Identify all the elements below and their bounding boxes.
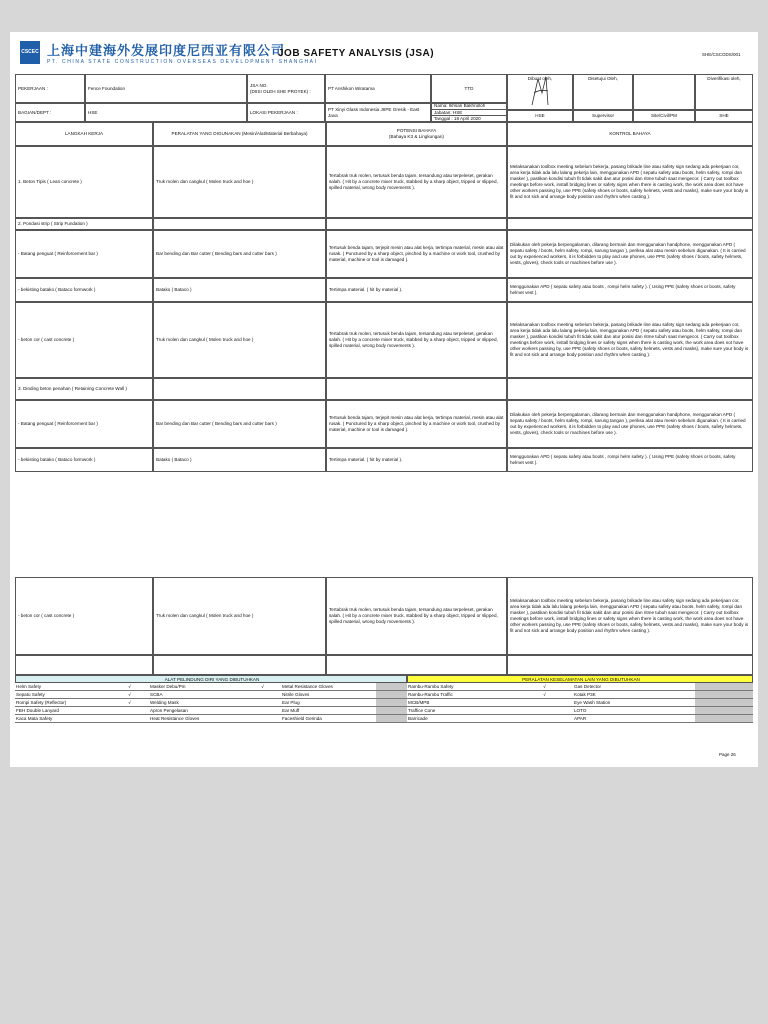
company-logo: CSCEC	[20, 41, 40, 64]
ppe-item: Rambu-Rambu Traffic	[407, 691, 515, 699]
ppe-check: √	[243, 683, 281, 691]
row-7-potensi: Tertimpa material. ( hit by material ).	[326, 448, 507, 472]
ppe-item: Eye Wash Station	[573, 699, 695, 707]
ppe-item: Rambu-Rambu Safety	[407, 683, 515, 691]
document-code: SHE/CSCODS/001	[702, 52, 741, 57]
row-4-kontrol: Melaksanakan toolbox meeting sebelum bekerja, pasang brikade line atau safety sign sedang ada pekerjaan cor, area kerja tidak ada lalu lalang pekerja lain, menggunakan APD ( sepatu safety atau boots, helm safety, rompi dan masker ), pastikan kondisi tubuh fit tidak sakit dan atur posisi dan ritme tubuh saat mengecor. ( Carry out toolbox meetings before work, install bridging lines or safety signs when there is casting work, the work area does not have other workers passing by, use PPE (safety shoes or boots, safety helmets, vests and masks), make sure your body is fit and not sick and arrange body position and rhythm when casting ).	[507, 302, 753, 378]
ppe-item: Sepatu Safety	[15, 691, 109, 699]
header-potensi-bahaya: POTENSI BAHAYA (Bahaya K3 & Lingkungan)	[326, 122, 507, 146]
row-bottom-peralatan: Truk molen dan cangkul ( Molen truck and hoe )	[153, 577, 326, 655]
row-7-kontrol: Menggunakan APD ( sepatu safety atau boots , rompi helm safety ). ( Using PPE (safety shoes or boots, safety helmet vest ).	[507, 448, 753, 472]
ppe-blank-cell	[376, 707, 407, 715]
row-5-langkah: 3. Dinding beton penahan ( Retaining Concrete Wall )	[15, 378, 153, 400]
ppe-check	[243, 715, 281, 723]
row-0-peralatan: Truk molen dan cangkul ( Molen truck and hoe )	[153, 146, 326, 218]
other-safety-title: PERALATAN KESELAMATAN LAIN YANG DIBUTUHKAN	[407, 675, 753, 683]
ppe-check: √	[109, 699, 149, 707]
ppe-check: √	[515, 683, 573, 691]
row-empty-2	[153, 655, 326, 675]
ppe-item: Apron Pengelasan	[149, 707, 243, 715]
row-empty-4	[507, 655, 753, 675]
row-5-kontrol	[507, 378, 753, 400]
pekerjaan-label: PEKERJAAN :	[15, 74, 85, 103]
ppe-item: Helm Safety	[15, 683, 109, 691]
ppe-item: Metal Resistance Gloves	[281, 683, 376, 691]
role-hse: HSE	[507, 110, 573, 122]
row-5-potensi	[326, 378, 507, 400]
header-peralatan: PERALATAN YANG DIGUNAKAN (Mesin/Alat/Material Berbahaya)	[153, 122, 326, 146]
role-supervisor: Supervisor	[573, 110, 633, 122]
header-langkah-kerja: LANGKAH KERJA	[15, 122, 153, 146]
ppe-item: MCB/MPB	[407, 699, 515, 707]
dibuat-oleh: Dibuat oleh,	[507, 74, 573, 110]
ppe-item: FBH Double Lanyard	[15, 707, 109, 715]
ppe-item: Masker Debu/Pm	[149, 683, 243, 691]
disetujui-oleh: Disetujui Oleh,	[573, 74, 633, 110]
row-0-langkah: 1. Beton Tipis ( Lean concrete )	[15, 146, 153, 218]
row-empty-3	[326, 655, 507, 675]
ppe-check	[243, 699, 281, 707]
row-2-langkah: - Batang penguat ( Reinforcement bar )	[15, 230, 153, 278]
row-7-langkah: - bekisting batako ( Bataco formwork )	[15, 448, 153, 472]
row-1-potensi	[326, 218, 507, 230]
ppe-check	[515, 699, 573, 707]
ppe-blank-cell	[695, 683, 753, 691]
document-title: JOB SAFETY ANALYSIS (JSA)	[278, 48, 435, 59]
ppe-item: Ear Plug	[281, 699, 376, 707]
row-3-peralatan: Batako ( Bataco )	[153, 278, 326, 302]
ppe-check: √	[515, 691, 573, 699]
ppe-item: Rompi Safety (Reflector)	[15, 699, 109, 707]
row-4-langkah: - beton cor ( cast concrete )	[15, 302, 153, 378]
row-3-langkah: - bekisting batako ( Bataco formwork )	[15, 278, 153, 302]
row-bottom-langkah: - beton cor ( cast concrete )	[15, 577, 153, 655]
row-0-potensi: Tertabrak truk molen, tertusuk benda tajam, tersandung atau terpeleset, gerakan salah. ( Hit by a concrete mixer truck, stabbed by a sharp object, tripped or slipped, spilled material, wrong body movements ).	[326, 146, 507, 218]
ppe-item: Welding Mask	[149, 699, 243, 707]
row-6-peralatan: Bar bending dan Bar cutter ( Bending bars and cutter bars )	[153, 400, 326, 448]
row-3-potensi: Tertimpa material. ( hit by material ).	[326, 278, 507, 302]
ppe-check: √	[109, 683, 149, 691]
page-number: Page 26	[719, 752, 736, 757]
nama: Nama: Ikhsan Bakhrulloh	[431, 103, 507, 110]
ppe-item: Barricade	[407, 715, 515, 723]
ppe-check	[109, 707, 149, 715]
row-7-peralatan: Batako ( Bataco )	[153, 448, 326, 472]
row-3-kontrol: Menggunakan APD ( sepatu safety atau boots , rompi helm safety ). ( Using PPE (safety shoes or boots, safety helmet vest ).	[507, 278, 753, 302]
row-empty-1	[15, 655, 153, 675]
row-bottom-potensi: Tertabrak truk molen, tertusuk benda tajam, tersandung atau terpeleset, gerakan salah. ( Hit by a concrete mixer truck, stabbed by a sharp object, tripped or slipped, spilled material, wrong body movements ).	[326, 577, 507, 655]
ppe-blank-cell	[376, 699, 407, 707]
diverifikasi-oleh: Diverifikasi oleh,	[695, 74, 753, 110]
row-2-potensi: Tertusuk benda tajam, terjepit mesin atau alat kerja, tertimpa material, mesin atau alat rusak. ( Punctured by a sharp object, pinched by a machine or work tool, crushed by material, machine or tool is damaged ).	[326, 230, 507, 278]
ppe-blank-cell	[695, 707, 753, 715]
ppe-item: Kotak P3K	[573, 691, 695, 699]
row-2-kontrol: Dilakukan oleh pekerja berpengalaman, dilarang bermain dan menggunakan handphone, menggunakan APD ( sepatu safety / boots, helm safety, rompi, sarung tangan ), periksa alat atau mesin sebelum digunakan. ( It is carried out by experienced workers, it is forbidden to play and use phones, use PPE (safety shoes / boots, safety helmets, vests, gloves), check tools or machines before use ).	[507, 230, 753, 278]
row-0-kontrol: Melaksanakan toolbox meeting sebelum bekerja, pasang brikade line atau safety sign sedang ada pekerjaan cor, area kerja tidak ada lalu lalang pekerja lain, menggunakan APD ( sepatu safety atau boots, helm safety, rompi dan masker ), pastikan kondisi tubuh fit tidak sakit dan atur posisi dan ritme tubuh saat mengecor. ( Carry out toolbox meetings before work, install bridging lines or safety signs when there is casting work, the work area does not have other workers passing by, use PPE (safety shoes or boots, safety helmets, vests and masks), make sure your body is fit and not sick and arrange body position and rhythm when casting ).	[507, 146, 753, 218]
row-2-peralatan: Bar bending dan Bar cutter ( Bending bars and cutter bars )	[153, 230, 326, 278]
row-5-peralatan	[153, 378, 326, 400]
ppe-item: APAR	[573, 715, 695, 723]
ttd-label: TTD	[431, 74, 507, 103]
row-4-potensi: Tertabrak truk molen, tertusuk benda tajam, tersandung atau terpeleset, gerakan salah. ( Hit by a concrete mixer truck, stabbed by a sharp object, tripped or slipped, spilled material, wrong body movements ).	[326, 302, 507, 378]
row-6-potensi: Tertusuk benda tajam, terjepit mesin atau alat kerja, tertimpa material, mesin atau alat rusak. ( Punctured by a sharp object, pinched by a machine or work tool, crushed by material, machine or tool is damaged ).	[326, 400, 507, 448]
ppe-check	[243, 707, 281, 715]
ppe-item: Traffice Cone	[407, 707, 515, 715]
company-name-chinese: 上海中建海外发展印度尼西亚有限公司	[47, 44, 286, 59]
jabatan: Jabatan: HSE	[431, 109, 507, 116]
ppe-title: ALAT PELINDUNG DIRI YANG DIBUTUHKAN	[15, 675, 407, 683]
ppe-check	[515, 715, 573, 723]
role-she: SHE	[695, 110, 753, 122]
ppe-blank-cell	[376, 715, 407, 723]
row-1-peralatan	[153, 218, 326, 230]
row-bottom-kontrol: Melaksanakan toolbox meeting sebelum bekerja, pasang brikade line atau safety sign sedang ada pekerjaan cor, area kerja tidak ada lalu lalang pekerja lain, menggunakan APD ( sepatu safety atau boots, helm safety, rompi dan masker ), pastikan kondisi tubuh fit tidak sakit dan atur posisi dan ritme tubuh saat mengecor. ( Carry out toolbox meetings before work, install bridging lines or safety signs when there is casting work, the work area does not have other workers passing by, use PPE (safety shoes or boots, safety helmets, vests and masks), make sure your body is fit and not sick and arrange body position and rhythm when casting ).	[507, 577, 753, 655]
document-page	[10, 32, 758, 767]
role-site-manager: Site/Civil/PM	[633, 110, 695, 122]
ppe-item: Heat Resistance Gloves	[149, 715, 243, 723]
row-1-kontrol	[507, 218, 753, 230]
ppe-blank-cell	[695, 715, 753, 723]
ppe-item: Gas Detector	[573, 683, 695, 691]
company-name-english: PT. CHINA STATE CONSTRUCTION OVERSEAS DEVELOPMENT SHANGHAI	[47, 59, 318, 65]
disetujui-oleh-2	[633, 74, 695, 110]
row-6-langkah: - Batang penguat ( Reinforcement bar )	[15, 400, 153, 448]
tanggal: Tanggal : 18 April 2020	[431, 115, 507, 122]
ppe-item: Faceshield Gerinda	[281, 715, 376, 723]
ppe-item: Ear Muff	[281, 707, 376, 715]
ppe-item: Nitrile Gloves	[281, 691, 376, 699]
ppe-check	[243, 691, 281, 699]
ppe-blank-cell	[376, 683, 407, 691]
pekerjaan-value: Fence Foundation	[85, 74, 247, 103]
ppe-item: LOTO	[573, 707, 695, 715]
ppe-item: Kaca Mata Safety	[15, 715, 109, 723]
ppe-blank-cell	[376, 691, 407, 699]
ppe-blank-cell	[695, 691, 753, 699]
lokasi-label: LOKASI PEKERJAAN :	[247, 103, 325, 122]
row-6-kontrol: Dilakukan oleh pekerja berpengalaman, dilarang bermain dan menggunakan handphone, menggunakan APD ( sepatu safety / boots, helm safety, rompi, sarung tangan ), periksa alat atau mesin sebelum digunakan. ( It is carried out by experienced workers, it is forbidden to play and use phones, use PPE (safety shoes / boots, safety helmets, vests, gloves), check tools or machines before use ).	[507, 400, 753, 448]
ppe-check	[515, 707, 573, 715]
signature-image	[526, 75, 554, 107]
bagian-value: HSE	[85, 103, 247, 122]
row-4-peralatan: Truk molen dan cangkul ( Molen truck and hoe )	[153, 302, 326, 378]
ppe-check	[109, 715, 149, 723]
row-1-langkah: 2. Pondasi strip ( Strip Fundation )	[15, 218, 153, 230]
ppe-blank-cell	[695, 699, 753, 707]
ppe-item: SCBA	[149, 691, 243, 699]
lokasi-value: PT Xinyi Glass Indonesia JIIPE Gresik - East Java	[325, 103, 431, 122]
jsa-no-label: JSA NO. (DIISI OLEH SHE PROYEK) :	[247, 74, 325, 103]
bagian-label: BAGIAN/DEPT :	[15, 103, 85, 122]
ppe-check: √	[109, 691, 149, 699]
jsa-no-value: PT Anshikon Wiratama	[325, 74, 431, 103]
header-kontrol-bahaya: KONTROL BAHAYA	[507, 122, 753, 146]
